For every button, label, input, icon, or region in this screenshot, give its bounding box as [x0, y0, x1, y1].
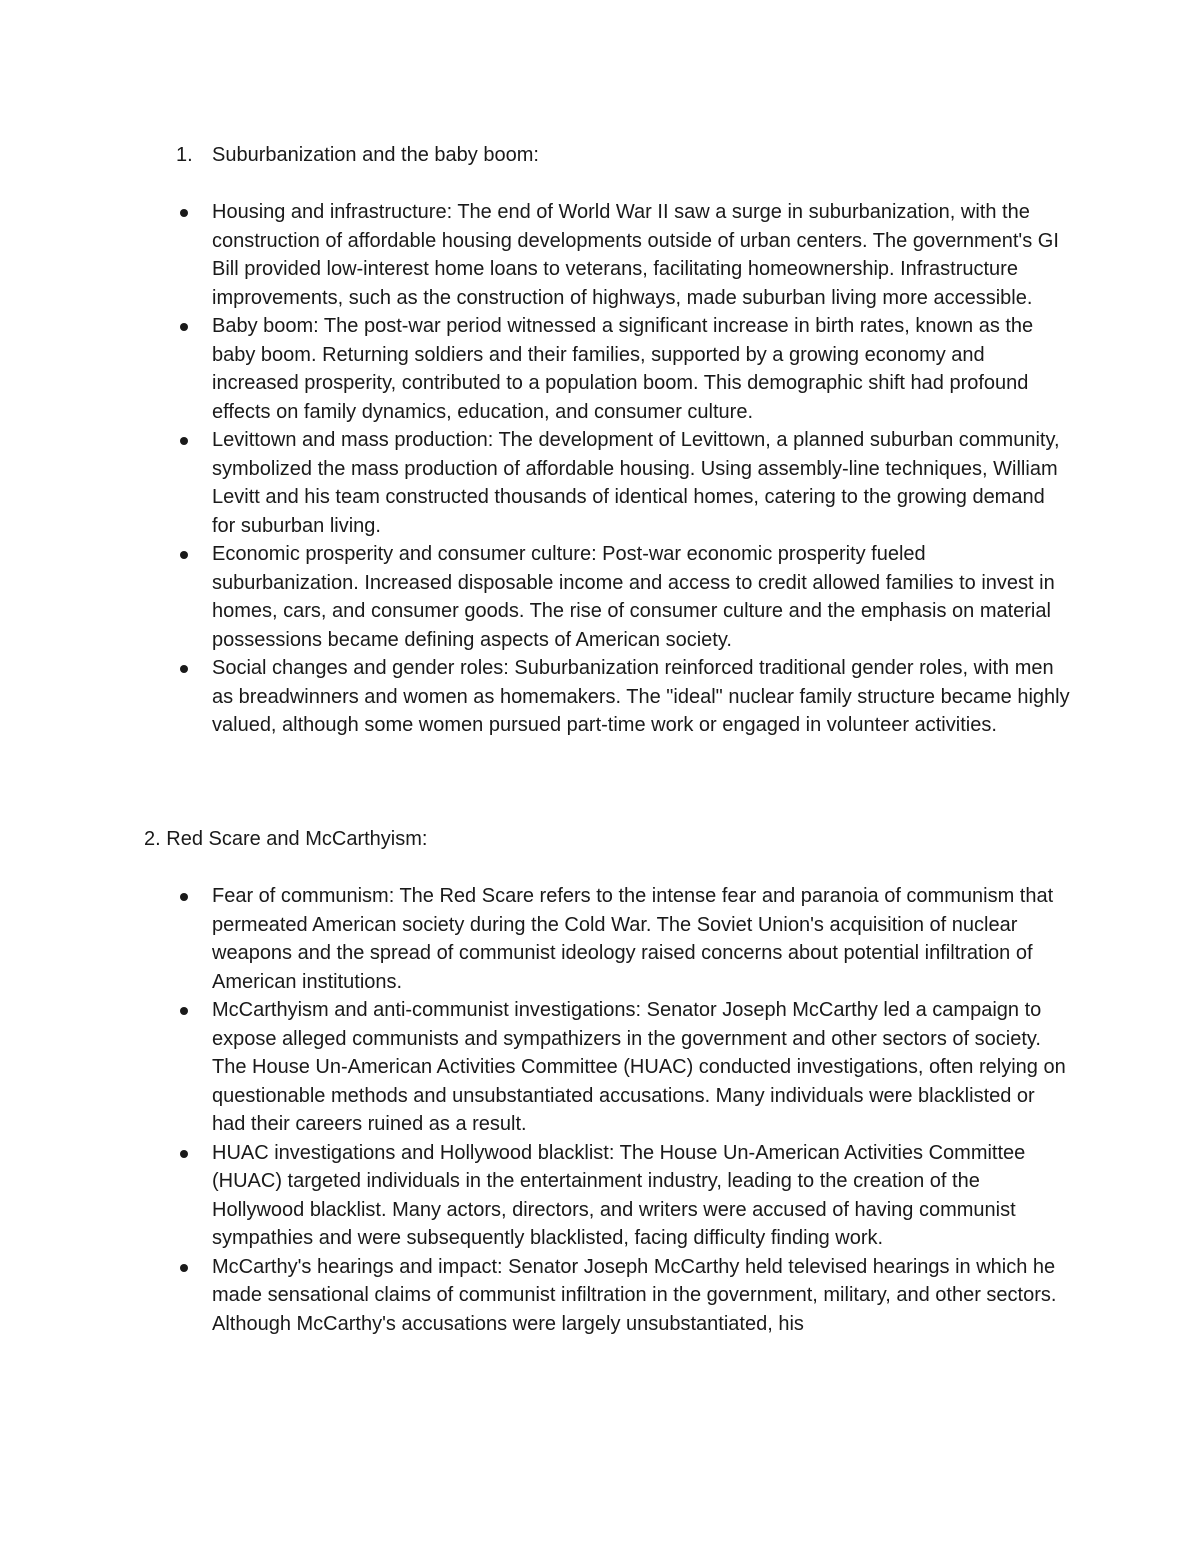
list-item — [0, 996, 1072, 1139]
list-item-text: Fear of communism: The Red Scare refers to the intense fear and paranoia of communism that permeated American society during the Cold War. The Soviet Union's acquisition of nuclear weapons and the spread of communist ideology raised concerns about potential infiltration of American institutions. — [212, 885, 1054, 993]
bullet-icon — [180, 323, 188, 331]
bullet-icon — [180, 551, 188, 559]
section-number: 2. — [144, 828, 161, 850]
bullet-icon — [180, 1264, 188, 1272]
bullet-icon — [180, 437, 188, 445]
list-item — [0, 882, 1072, 996]
bullet-list-red-scare — [0, 882, 1200, 1338]
list-item-text: McCarthy's hearings and impact: Senator Joseph McCarthy held televised hearings in which he made sensational claims of communist infiltration in the government, military, and other sectors. Although McCarthy's accusations were largely unsubstantiated, his — [212, 1255, 1057, 1335]
list-item — [0, 312, 1072, 426]
list-item-text: Housing and infrastructure: The end of World War II saw a surge in suburbanization, with the construction of affordable housing developments outside of urban centers. The government's GI Bill provided low-interest home loans to veterans, facilitating homeownership. Infrastructure improvements, such as the construction of highways, made suburban living more accessible. — [212, 201, 1059, 309]
list-item-text: Social changes and gender roles: Suburbanization reinforced traditional gender roles, with men as breadwinners and women as homemakers. The "ideal" nuclear family structure became highly valued, although some women pursued part-time work or engaged in volunteer activities. — [212, 657, 1070, 736]
list-item — [0, 426, 1072, 540]
bullet-icon — [180, 209, 188, 217]
list-item — [0, 654, 1072, 740]
section-number: 1. — [176, 144, 193, 166]
list-item-text: HUAC investigations and Hollywood blacklist: The House Un-American Activities Committee (HUAC) targeted individuals in the entertainment industry, leading to the creation of the Hollywood blacklist. Many actors, directors, and writers were accused of having communist sympathies and were subsequently blacklisted, facing difficulty finding work. — [212, 1141, 1026, 1249]
list-item — [0, 1139, 1072, 1253]
list-item — [0, 540, 1072, 654]
section-heading-red-scare — [144, 825, 427, 854]
bullet-icon — [180, 893, 188, 901]
section-title: Suburbanization and the baby boom: — [212, 144, 539, 166]
bullet-icon — [180, 1150, 188, 1158]
section-heading-suburbanization — [176, 141, 539, 170]
bullet-icon — [180, 665, 188, 673]
list-item-text: McCarthyism and anti-communist investigations: Senator Joseph McCarthy led a campaign to expose alleged communists and sympathizers in the government and other sectors of society. The House Un-American Activities Committee (HUAC) conducted investigations, often relying on questionable methods and unsubstantiated accusations. Many individuals were blacklisted or had their careers ruined as a result. — [212, 999, 1066, 1135]
list-item-text: Baby boom: The post-war period witnessed a significant increase in birth rates, known as the baby boom. Returning soldiers and their families, supported by a growing economy and increased prosperity, contributed to a population boom. This demographic shift had profound effects on family dynamics, education, and consumer culture. — [212, 315, 1034, 423]
list-item — [0, 198, 1072, 312]
section-title: Red Scare and McCarthyism: — [166, 828, 428, 850]
list-item — [0, 1253, 1072, 1339]
list-item-text: Levittown and mass production: The development of Levittown, a planned suburban community, symbolized the mass production of affordable housing. Using assembly-line techniques, William Levitt and his team constructed thousands of identical homes, catering to the growing demand for suburban living. — [212, 429, 1060, 537]
list-item-text: Economic prosperity and consumer culture: Post-war economic prosperity fueled suburbanization. Increased disposable income and access to credit allowed families to invest in homes, cars, and consumer goods. The rise of consumer culture and the emphasis on material possessions became defining aspects of American society. — [212, 543, 1055, 651]
bullet-list-suburbanization — [0, 198, 1200, 740]
bullet-icon — [180, 1007, 188, 1015]
